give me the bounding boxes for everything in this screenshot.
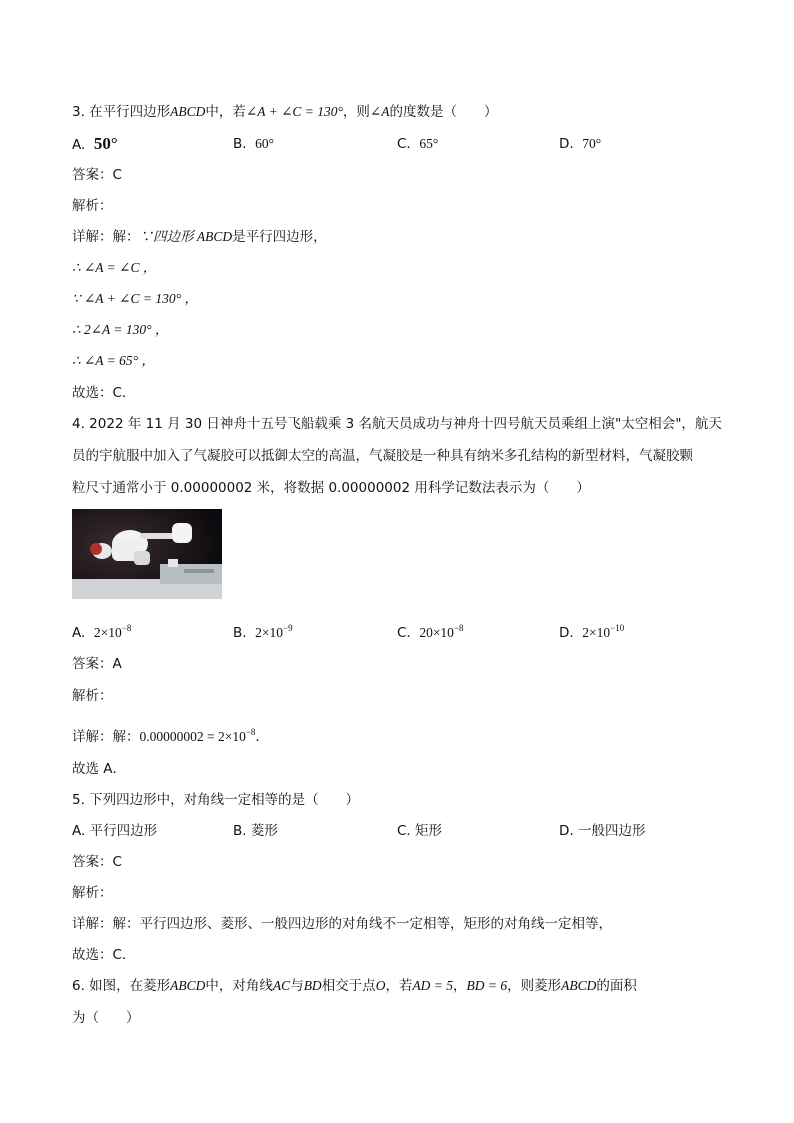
q5-answer: 答案：C — [72, 854, 122, 870]
q6-stem-line1: 6. 如图，在菱形ABCD中，对角线AC与BD相交于点O，若AD = 5，BD = 6，则菱形ABCD的面积 — [72, 978, 637, 994]
q5-option-a: A. 平行四边形 — [72, 823, 158, 839]
astronaut-spacewalk-photo — [72, 509, 222, 599]
q3-detail-line1: 详解：解：∵四边形 ABCD是平行四边形， — [72, 229, 327, 245]
q4-stem-line3: 粒尺寸通常小于 0.00000002 米，将数据 0.00000002 用科学记数法表示为（ ） — [72, 480, 590, 496]
q4-analysis: 解析： — [72, 688, 113, 704]
q3-step1: ∴ ∠A = ∠C ， — [72, 260, 157, 275]
q3-step4: ∴ ∠A = 65° ， — [72, 353, 155, 368]
q5-stem: 5. 下列四边形中，对角线一定相等的是（ ） — [72, 792, 360, 808]
q5-conclusion: 故选：C． — [72, 947, 136, 963]
q3-stem: 3. 在平行四边形ABCD中，若∠A + ∠C = 130°，则∠A的度数是（ ） — [72, 104, 498, 120]
astronaut-photo-illustration — [72, 509, 222, 599]
q3-option-b: B. 60° — [233, 136, 275, 152]
q4-detail: 详解：解：$0.00000002 = 2\times 10^{-8}$． — [72, 727, 269, 745]
q5-analysis: 解析： — [72, 885, 113, 901]
q3-step3: ∴ 2∠A = 130° ， — [72, 322, 169, 337]
q6-stem-line2: 为（ ） — [72, 1010, 140, 1026]
q5-detail: 详解：解：平行四边形、菱形、一般四边形的对角线不一定相等，矩形的对角线一定相等， — [72, 916, 612, 932]
q3-option-c: C. 65° — [397, 136, 439, 152]
q4-answer: 答案：A — [72, 656, 122, 672]
q5-option-d: D. 一般四边形 — [559, 823, 646, 839]
q4-conclusion: 故选 A． — [72, 761, 127, 777]
q3-option-a: A. 50° — [72, 134, 118, 153]
q4-option-d: D. $2\times 10^{-10}$ — [559, 623, 625, 641]
q4-stem-line1: 4. 2022 年 11 月 30 日神舟十五号飞船载乘 3 名航天员成功与神舟十四号航天员乘组上演"太空相会"，航天 — [72, 416, 722, 432]
q4-stem-line2: 员的宇航服中加入了气凝胶可以抵御太空的高温，气凝胶是一种具有纳米多孔结构的新型材料，气凝胶颗 — [72, 448, 693, 464]
q3-step2: ∵ ∠A + ∠C = 130° ， — [72, 291, 198, 306]
q5-option-b: B. 菱形 — [233, 823, 278, 839]
q4-option-c: C. $20\times 10^{-8}$ — [397, 623, 464, 641]
q3-analysis: 解析： — [72, 198, 113, 214]
q4-option-b: B. $2\times 10^{-9}$ — [233, 623, 293, 641]
q5-option-c: C. 矩形 — [397, 823, 443, 839]
q4-option-a: A. $2\times 10^{-8}$ — [72, 623, 132, 641]
q3-answer: 答案：C — [72, 167, 122, 183]
q3-option-d: D. 70° — [559, 136, 602, 152]
q3-conclusion: 故选：C． — [72, 385, 136, 401]
